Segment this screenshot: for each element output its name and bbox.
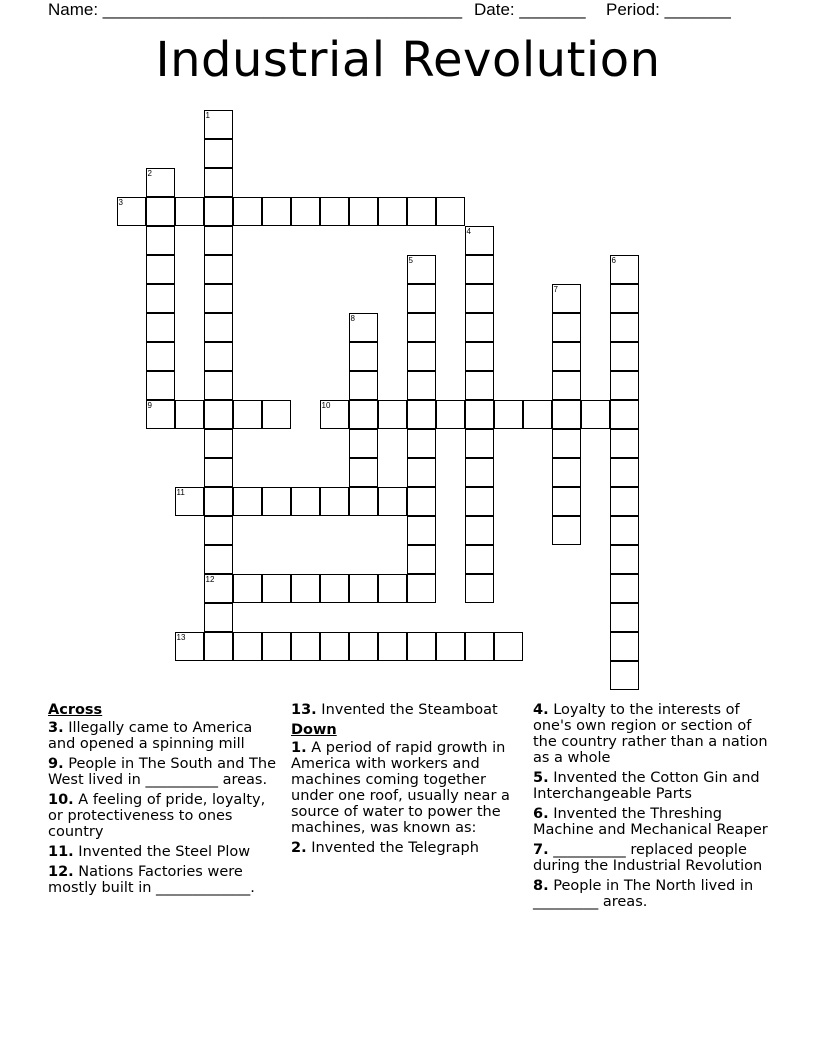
grid-cell[interactable] <box>320 574 349 603</box>
clue-text: Nations Factories were mostly built in _____________. <box>48 864 255 896</box>
grid-cell[interactable] <box>610 313 639 342</box>
grid-cell[interactable] <box>291 632 320 661</box>
grid-cell[interactable] <box>262 632 291 661</box>
grid-cell[interactable] <box>378 487 407 516</box>
clue-number-label: 6 <box>611 256 616 265</box>
grid-cell[interactable] <box>204 429 233 458</box>
clue-number-label: 4 <box>466 227 471 236</box>
grid-cell[interactable] <box>204 168 233 197</box>
clue-text: Invented the Cotton Gin and Interchangeable Parts <box>533 770 760 802</box>
down-clue <box>291 840 527 856</box>
grid-cell[interactable] <box>407 342 436 371</box>
grid-cell[interactable] <box>349 429 378 458</box>
clue-number: 4. <box>533 702 549 718</box>
grid-cell[interactable] <box>552 516 581 545</box>
grid-cell[interactable] <box>378 197 407 226</box>
across-heading: Across <box>48 702 103 718</box>
clue-number-label: 12 <box>205 575 215 584</box>
grid-cell[interactable] <box>465 313 494 342</box>
grid-cell[interactable] <box>610 371 639 400</box>
grid-cell[interactable] <box>552 313 581 342</box>
clue-number-label: 7 <box>553 285 558 294</box>
grid-cell[interactable] <box>465 429 494 458</box>
across-clue <box>48 864 276 896</box>
grid-cell[interactable] <box>291 197 320 226</box>
grid-cell[interactable] <box>204 284 233 313</box>
across-clue <box>48 792 276 840</box>
grid-cell[interactable] <box>146 284 175 313</box>
grid-cell[interactable] <box>146 255 175 284</box>
grid-cell[interactable] <box>320 632 349 661</box>
grid-cell[interactable] <box>262 487 291 516</box>
grid-cell[interactable] <box>610 458 639 487</box>
grid-cell[interactable] <box>204 458 233 487</box>
grid-cell[interactable] <box>146 313 175 342</box>
grid-cell[interactable] <box>233 574 262 603</box>
grid-cell[interactable] <box>204 197 233 226</box>
clue-number-label: 13 <box>176 633 186 642</box>
grid-cell[interactable] <box>610 400 639 429</box>
grid-cell[interactable] <box>610 429 639 458</box>
clue-number-label: 5 <box>408 256 413 265</box>
grid-cell[interactable] <box>146 371 175 400</box>
clue-number: 8. <box>533 878 549 894</box>
grid-cell[interactable] <box>204 487 233 516</box>
grid-cell[interactable] <box>465 400 494 429</box>
clue-column-3 <box>533 702 769 914</box>
grid-cell[interactable] <box>610 516 639 545</box>
grid-cell[interactable] <box>146 226 175 255</box>
clue-text: A period of rapid growth in America with workers and machines coming together under one roof, usually near a source of water to power the machines, was known as: <box>291 740 510 836</box>
grid-cell[interactable] <box>204 139 233 168</box>
grid-cell[interactable] <box>262 197 291 226</box>
grid-cell[interactable] <box>291 487 320 516</box>
grid-cell[interactable] <box>146 342 175 371</box>
grid-cell[interactable] <box>552 429 581 458</box>
down-clue <box>533 702 769 766</box>
grid-cell[interactable] <box>291 574 320 603</box>
grid-cell[interactable] <box>465 516 494 545</box>
grid-cell[interactable] <box>407 458 436 487</box>
down-clue <box>533 842 769 874</box>
grid-cell[interactable] <box>436 400 465 429</box>
grid-cell[interactable] <box>610 661 639 690</box>
grid-cell[interactable] <box>465 545 494 574</box>
grid-cell[interactable] <box>204 516 233 545</box>
clue-text: People in The South and The West lived in __________ areas. <box>48 756 277 788</box>
grid-cell[interactable] <box>610 574 639 603</box>
grid-cell[interactable] <box>436 197 465 226</box>
grid-cell[interactable] <box>465 487 494 516</box>
grid-cell[interactable] <box>407 632 436 661</box>
grid-cell[interactable] <box>407 545 436 574</box>
clue-number-label: 1 <box>205 111 210 120</box>
down-clue <box>533 878 769 910</box>
clue-number: 9. <box>48 756 64 772</box>
grid-cell[interactable] <box>523 400 552 429</box>
clue-number: 1. <box>291 740 307 756</box>
grid-cell[interactable] <box>407 429 436 458</box>
clue-number-label: 3 <box>118 198 123 207</box>
grid-cell[interactable] <box>233 487 262 516</box>
clue-text: __________ replaced people during the Industrial Revolution <box>533 842 763 874</box>
grid-cell[interactable] <box>552 458 581 487</box>
grid-cell[interactable] <box>175 400 204 429</box>
clue-number-label: 8 <box>350 314 355 323</box>
period-field-label: Period: _______ <box>606 0 731 19</box>
clue-column-2 <box>291 702 527 860</box>
clue-number: 5. <box>533 770 549 786</box>
clue-number: 3. <box>48 720 64 736</box>
grid-cell[interactable] <box>204 400 233 429</box>
grid-cell[interactable] <box>465 371 494 400</box>
grid-cell[interactable] <box>262 400 291 429</box>
grid-cell[interactable] <box>146 197 175 226</box>
grid-cell[interactable] <box>407 574 436 603</box>
clue-text: Invented the Telegraph <box>306 840 479 856</box>
grid-cell[interactable] <box>378 574 407 603</box>
clue-text: Invented the Steamboat <box>316 702 498 718</box>
grid-cell[interactable] <box>552 342 581 371</box>
grid-cell[interactable] <box>465 255 494 284</box>
grid-cell[interactable] <box>378 632 407 661</box>
grid-cell[interactable] <box>349 632 378 661</box>
down-clue <box>533 806 769 838</box>
date-field-label: Date: _______ <box>474 0 586 19</box>
grid-cell[interactable] <box>407 516 436 545</box>
grid-cell[interactable] <box>349 574 378 603</box>
clue-number: 7. <box>533 842 549 858</box>
down-heading: Down <box>291 722 337 738</box>
clue-text: Invented the Steel Plow <box>73 844 251 860</box>
grid-cell[interactable] <box>407 284 436 313</box>
grid-cell[interactable] <box>407 400 436 429</box>
grid-cell[interactable] <box>494 400 523 429</box>
clue-number-label: 2 <box>147 169 152 178</box>
grid-cell[interactable] <box>320 487 349 516</box>
grid-cell[interactable] <box>233 197 262 226</box>
clue-text: A feeling of pride, loyalty, or protectiveness to ones country <box>48 792 266 840</box>
clue-number: 11. <box>48 844 74 860</box>
grid-cell[interactable] <box>610 342 639 371</box>
across-clue <box>48 720 276 752</box>
grid-cell[interactable] <box>407 487 436 516</box>
grid-cell[interactable] <box>204 255 233 284</box>
grid-cell[interactable] <box>436 632 465 661</box>
grid-cell[interactable] <box>233 400 262 429</box>
grid-cell[interactable] <box>233 632 262 661</box>
grid-cell[interactable] <box>204 603 233 632</box>
grid-cell[interactable] <box>349 487 378 516</box>
down-clue <box>291 740 527 836</box>
grid-cell[interactable] <box>204 342 233 371</box>
clue-number-label: 9 <box>147 401 152 410</box>
grid-cell[interactable] <box>407 371 436 400</box>
grid-cell[interactable] <box>204 313 233 342</box>
grid-cell[interactable] <box>552 400 581 429</box>
grid-cell[interactable] <box>204 371 233 400</box>
grid-cell[interactable] <box>262 574 291 603</box>
down-clue <box>533 770 769 802</box>
grid-cell[interactable] <box>407 313 436 342</box>
grid-cell[interactable] <box>175 197 204 226</box>
grid-cell[interactable] <box>378 400 407 429</box>
grid-cell[interactable] <box>581 400 610 429</box>
clue-text: Loyalty to the interests of one's own region or section of the country rather than a nation as a whole <box>533 702 768 766</box>
grid-cell[interactable] <box>465 342 494 371</box>
grid-cell[interactable] <box>552 371 581 400</box>
grid-cell[interactable] <box>610 632 639 661</box>
grid-cell[interactable] <box>349 458 378 487</box>
grid-cell[interactable] <box>465 284 494 313</box>
grid-cell[interactable] <box>552 487 581 516</box>
grid-cell[interactable] <box>610 487 639 516</box>
clue-text: People in The North lived in _________ areas. <box>533 878 754 910</box>
grid-cell[interactable] <box>204 545 233 574</box>
grid-cell[interactable] <box>465 458 494 487</box>
grid-cell[interactable] <box>610 545 639 574</box>
grid-cell[interactable] <box>349 400 378 429</box>
clue-number: 10. <box>48 792 74 808</box>
clue-text: Illegally came to America and opened a spinning mill <box>48 720 253 752</box>
page-title: Industrial Revolution <box>155 32 661 88</box>
grid-cell[interactable] <box>349 371 378 400</box>
across-clue <box>48 844 276 860</box>
grid-cell[interactable] <box>204 226 233 255</box>
clue-number: 2. <box>291 840 307 856</box>
name-field-label: Name: ______________________________________ <box>48 0 463 19</box>
grid-cell[interactable] <box>349 342 378 371</box>
clue-number-label: 11 <box>176 488 185 497</box>
grid-cell[interactable] <box>407 197 436 226</box>
grid-cell[interactable] <box>349 197 378 226</box>
grid-cell[interactable] <box>204 632 233 661</box>
grid-cell[interactable] <box>465 574 494 603</box>
grid-cell[interactable] <box>494 632 523 661</box>
clue-number: 6. <box>533 806 549 822</box>
clue-column-1 <box>48 702 276 900</box>
clue-number-label: 10 <box>321 401 331 410</box>
clue-text: Invented the Threshing Machine and Mechanical Reaper <box>533 806 768 838</box>
grid-cell[interactable] <box>465 632 494 661</box>
grid-cell[interactable] <box>610 284 639 313</box>
grid-cell[interactable] <box>320 197 349 226</box>
clue-number: 13. <box>291 702 317 718</box>
clue-number: 12. <box>48 864 74 880</box>
grid-cell[interactable] <box>610 603 639 632</box>
across-clue <box>291 702 527 718</box>
across-clue <box>48 756 276 788</box>
